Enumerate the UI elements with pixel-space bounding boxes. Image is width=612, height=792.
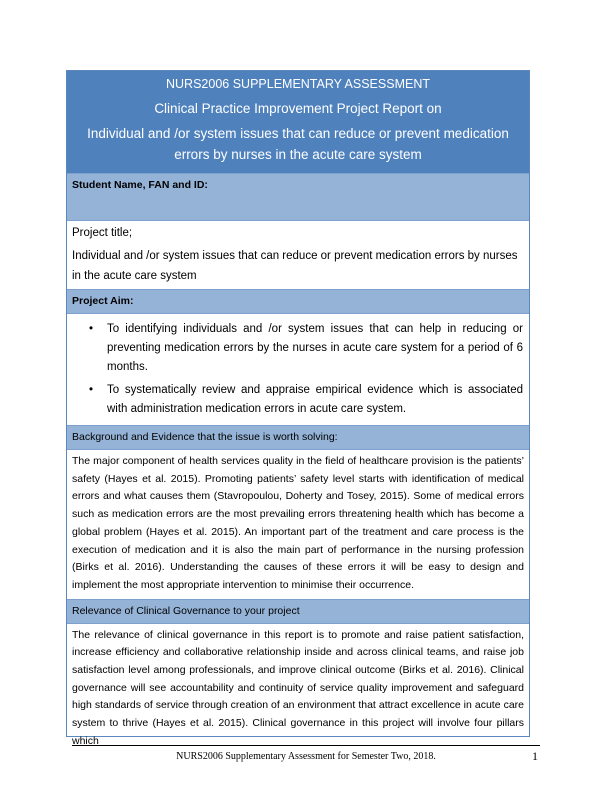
page-number: 1 [532, 749, 538, 763]
document-header [67, 71, 529, 174]
background-section [67, 450, 529, 600]
report-title: Individual and /or system issues that can reduce or prevent medication errors by nurses in the acute care system [87, 126, 509, 162]
list-item [67, 381, 523, 419]
governance-text: The relevance of clinical governance in this report is to promote and raise patient satisfaction, increase efficiency and collaborative relationship inside and across clinical teams, and raise job satisfaction level among professionals, and improve clinical outcome (Birks et al. 2016). Clinical governance will see accountability and continuity of service quality improvement and safeguard high standards of service through creation of an environment that attract excellence in acute care system to thrive (Hayes et al. 2015). Clinical governance in this project will involve four pillars which [72, 628, 524, 747]
project-title-section [67, 221, 529, 290]
project-aim-section [67, 314, 529, 426]
background-label: Background and Evidence that the issue is worth solving: [72, 431, 338, 443]
assessment-table [66, 70, 530, 747]
background-text: The major component of health services quality in the field of healthcare provision is the patients’ safety (Hayes et al. 2015). Promoting patients’ safety level starts with identification of medical errors and what causes them (Stavropoulou, Doherty and Tosey, 2015). Some of medical errors such as medication errors are the most prevailing errors threatening health which has become a global problem (Hayes et al. 2015). An important part of the treatment and care process is the execution of medication and it is also the main part of performance in the nursing profession (Birks et al. 2016). Understanding the causes of these errors it will be easy to design and implement the most appropriate intervention to minimise their occurrence. [72, 455, 524, 591]
project-aim-label: Project Aim: [72, 295, 134, 307]
aim-item-text: To systematically review and appraise empirical evidence which is associated with administration medication errors in acute care system. [107, 384, 523, 415]
student-info-label: Student Name, FAN and ID: [72, 179, 208, 191]
project-aim-header [67, 290, 529, 314]
list-item [67, 320, 523, 377]
governance-header [67, 600, 529, 624]
report-subtitle: Clinical Practice Improvement Project Report on [154, 101, 442, 116]
project-title-text: Individual and /or system issues that can reduce or prevent medication errors by nurses in the acute care system [72, 250, 518, 282]
course-title: NURS2006 SUPPLEMENTARY ASSESSMENT [166, 77, 430, 91]
project-title-label: Project title; [72, 227, 133, 239]
student-info-row [67, 174, 529, 221]
bullet-icon: • [89, 384, 94, 396]
aim-item-text: To identifying individuals and /or system issues that can help in reducing or preventing medication errors by the nurses in acute care system for a period of 6 months. [107, 323, 523, 373]
governance-section [67, 624, 529, 747]
background-header [67, 426, 529, 450]
footer-text: NURS2006 Supplementary Assessment for Semester Two, 2018. [176, 751, 436, 762]
bullet-icon: • [89, 323, 94, 335]
governance-label: Relevance of Clinical Governance to your project [72, 604, 300, 617]
footer-divider [72, 745, 540, 746]
aim-list [67, 314, 529, 425]
